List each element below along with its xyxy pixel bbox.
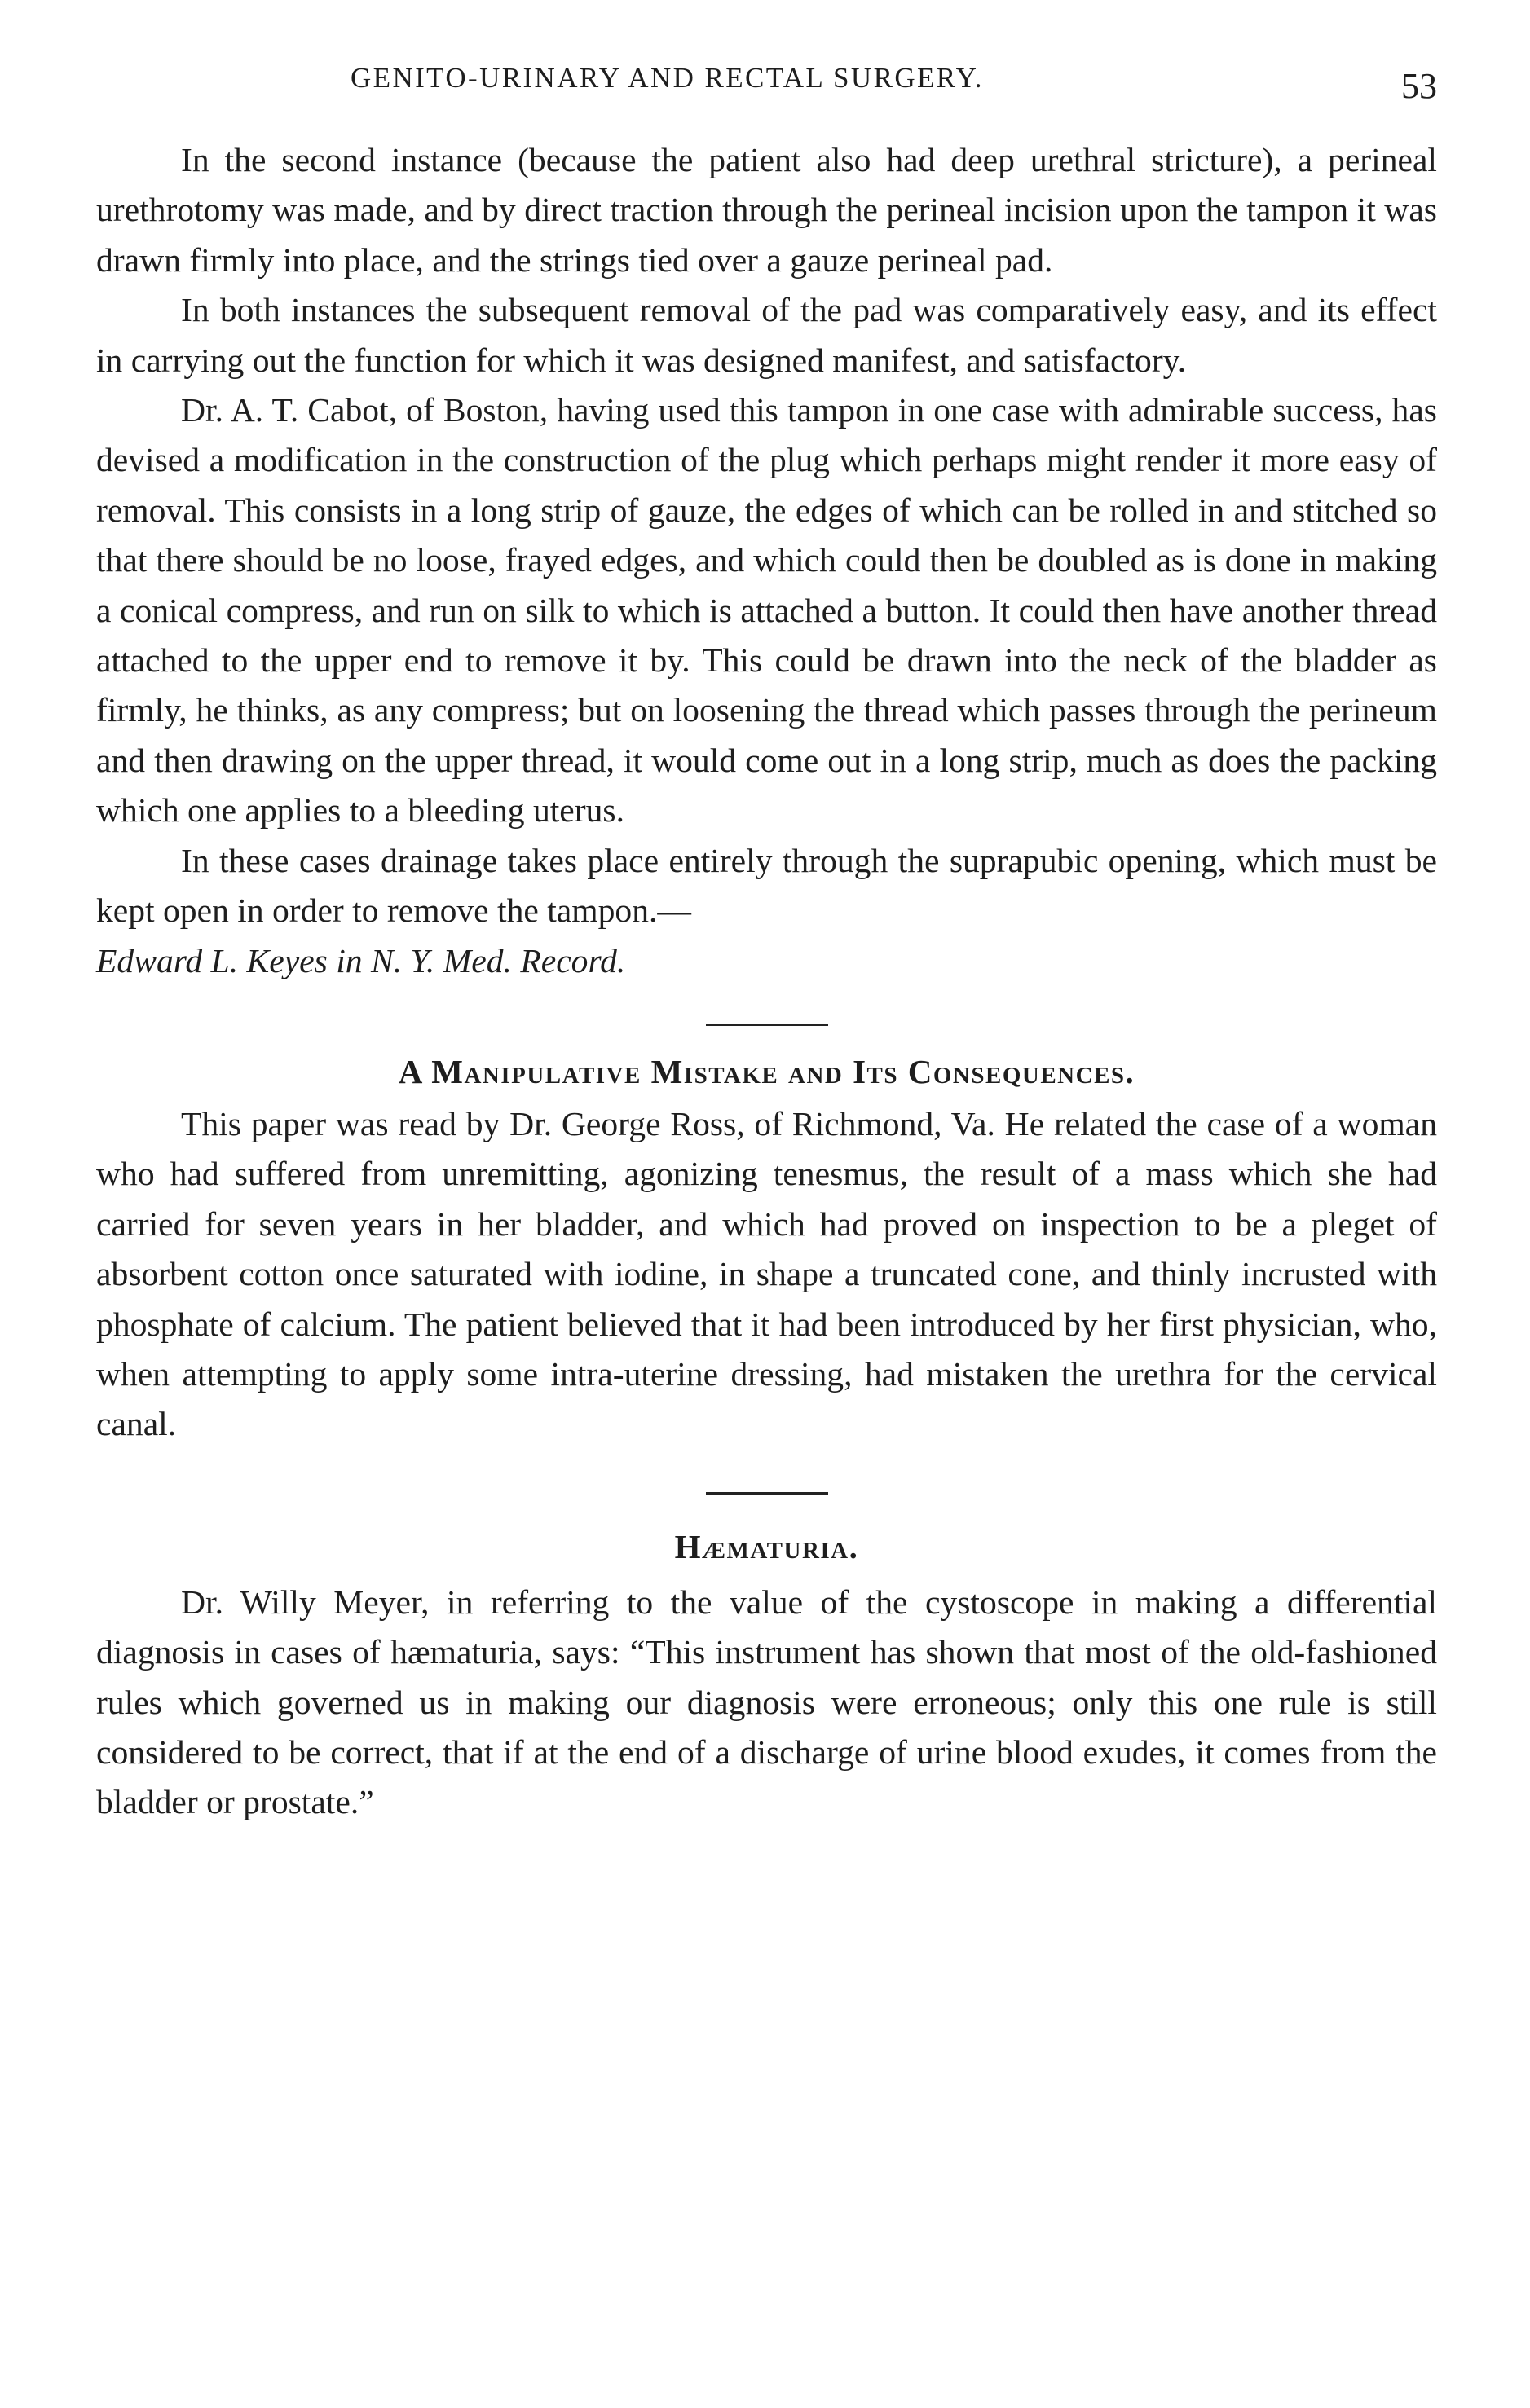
citation: Edward L. Keyes in N. Y. Med. Record. bbox=[96, 941, 626, 979]
paragraph: Dr. A. T. Cabot, of Boston, having used this tampon in one case with admirable success, has devised a modification in the construction of the plug which perhaps might render it more easy of removal. This consists in a long strip of gauze, the edges of which can be rolled in and stitched so that there should be no loose, frayed edges, and which could then be doubled as is done in making a conical compress, and run on silk to which is attached a button. It could then have another thread attached to the upper end to remove it by. This could be drawn into the neck of the bladder as firmly, he thinks, as any compress; but on loosening the thread which passes through the perineum and then drawing on the upper thread, it would come out in a long strip, much as does the packing which one applies to a bleeding uterus. bbox=[96, 391, 1437, 830]
running-title: GENITO-URINARY AND RECTAL SURGERY. bbox=[351, 62, 984, 94]
paragraph: In the second instance (because the patient also had deep urethral stricture), a perineal urethrotomy was made, and by direct traction through the perineal incision upon the tampon it was drawn firmly into place, and the strings tied over a gauze perineal pad. bbox=[96, 141, 1437, 279]
paragraph: In these cases drainage takes place entirely through the suprapubic opening, which must be kept open in order to remove the tampon.— bbox=[96, 841, 1437, 930]
paragraph: This paper was read by Dr. George Ross, of Richmond, Va. He related the case of a woman who had suffered from unremitting, agonizing tenesmus, the result of a mass which she had carried for seven years in her bladder, and which had proved on inspection to be a pleget of absorbent cotton once saturated with iodine, in shape a truncated cone, and thinly incrusted with phosphate of calcium. The patient believed that it had been introduced by her first physician, who, when attempting to apply some intra-uterine dressing, had mistaken the urethra for the cervical canal. bbox=[96, 1104, 1437, 1443]
article-tampon-continued bbox=[96, 135, 1437, 986]
section-heading-manipulative-mistake: A Manipulative Mistake and Its Consequences. bbox=[398, 1052, 1135, 1090]
article-manipulative-mistake bbox=[96, 1099, 1437, 1450]
page-number: 53 bbox=[1401, 66, 1437, 106]
section-divider bbox=[706, 1024, 828, 1026]
running-head bbox=[96, 54, 1437, 117]
section-heading-haematuria: Hæmaturia. bbox=[674, 1527, 859, 1565]
section-divider bbox=[706, 1492, 828, 1495]
book-page bbox=[96, 54, 1437, 1828]
paragraph: In both instances the subsequent removal of the pad was comparatively easy, and its effect in carrying out the function for which it was designed manifest, and satisfactory. bbox=[96, 291, 1437, 379]
article-haematuria bbox=[96, 1578, 1437, 1828]
paragraph: Dr. Willy Meyer, in referring to the value of the cystoscope in making a differential diagnosis in cases of hæmaturia, says: “This instrument has shown that most of the old-fashioned rules which governed us in making our diagnosis were erroneous; only this one rule is still considered to be correct, that if at the end of a discharge of urine blood exudes, it comes from the bladder or prostate.” bbox=[96, 1583, 1437, 1821]
